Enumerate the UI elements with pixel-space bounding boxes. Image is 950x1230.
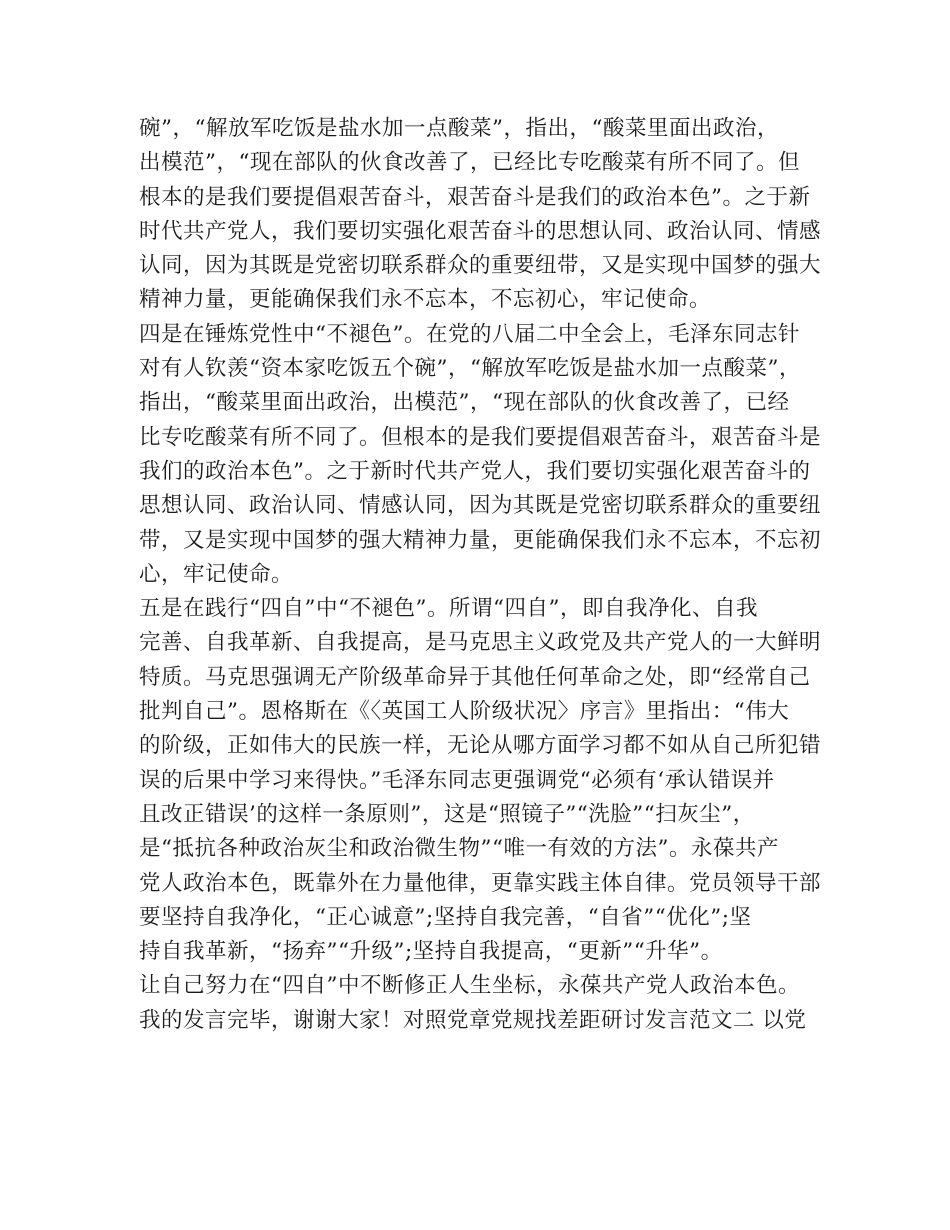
text-line: 根本的是我们要提倡艰苦奋斗，艰苦奋斗是我们的政治本色”。之于新 <box>139 184 811 210</box>
text-line: 认同，因为其既是党密切联系群众的重要纽带，又是实现中国梦的强大 <box>139 253 822 279</box>
text-line: 出模范”，“现在部队的伙食改善了，已经比专吃酸菜有所不同了。但 <box>139 150 800 176</box>
text-line: 我的发言完毕，谢谢大家！对照党章党规找差距研讨发言范文二 以党 <box>139 1007 807 1033</box>
text-line: 指出，“酸菜里面出政治，出模范”，“现在部队的伙食改善了，已经 <box>139 390 790 416</box>
text-line: 比专吃酸菜有所不同了。但根本的是我们要提倡艰苦奋斗，艰苦奋斗是 <box>139 424 822 450</box>
text-line: 让自己努力在“四自”中不断修正人生坐标，永葆共产党人政治本色。 <box>139 973 800 999</box>
document-body <box>139 112 829 1038</box>
text-line: 的阶级，正如伟大的民族一样，无论从哪方面学习都不如从自己所犯错 <box>139 733 822 759</box>
text-line: 时代共产党人，我们要切实强化艰苦奋斗的思想认同、政治认同、情感 <box>139 218 822 244</box>
text-line: 四是在锤炼党性中“不褪色”。在党的八届二中全会上，毛泽东同志针 <box>139 321 800 347</box>
text-line: 持自我革新，“扬弃”“升级”;坚持自我提高，“更新”“升华”。 <box>139 939 723 965</box>
text-line: 要坚持自我净化，“正心诚意”;坚持自我完善，“自省”“优化”;坚 <box>139 904 752 930</box>
text-line: 精神力量，更能确保我们永不忘本，不忘初心，牢记使命。 <box>139 287 712 313</box>
text-line: 心，牢记使命。 <box>139 561 294 587</box>
text-line: 我们的政治本色”。之于新时代共产党人，我们要切实强化艰苦奋斗的 <box>139 458 811 484</box>
text-line: 碗”，“解放军吃饭是盐水加一点酸菜”，指出，“酸菜里面出政治， <box>139 116 779 141</box>
text-line: 且改正错误’的这样一条原则”，这是“照镜子”“洗脸”“扫灰尘”， <box>139 801 755 827</box>
text-line: 完善、自我革新、自我提高，是马克思主义政党及共产党人的一大鲜明 <box>139 630 822 656</box>
text-line: 党人政治本色，既靠外在力量他律，更靠实践主体自律。党员领导干部 <box>139 870 822 896</box>
text-line: 对有人钦羡“资本家吃饭五个碗”，“解放军吃饭是盐水加一点酸菜”， <box>139 356 801 382</box>
text-line: 五是在践行“四自”中“不褪色”。所谓“四自”，即自我净化、自我 <box>139 596 758 622</box>
text-line: 误的后果中学习来得快。”毛泽东同志更强调党“必须有‘承认错误并 <box>139 767 775 793</box>
text-line: 带，又是实现中国梦的强大精神力量，更能确保我们永不忘本，不忘初 <box>139 527 822 553</box>
text-line: 是“抵抗各种政治灰尘和政治微生物”“唯一有效的方法”。永葆共产 <box>139 836 779 862</box>
text-line: 特质。马克思强调无产阶级革命异于其他任何革命之处，即“经常自己 <box>139 664 811 690</box>
text-line: 思想认同、政治认同、情感认同，因为其既是党密切联系群众的重要纽 <box>139 493 822 519</box>
text-line: 批判自己”。恩格斯在《〈英国工人阶级状况〉序言》里指出：“伟大 <box>139 699 790 725</box>
